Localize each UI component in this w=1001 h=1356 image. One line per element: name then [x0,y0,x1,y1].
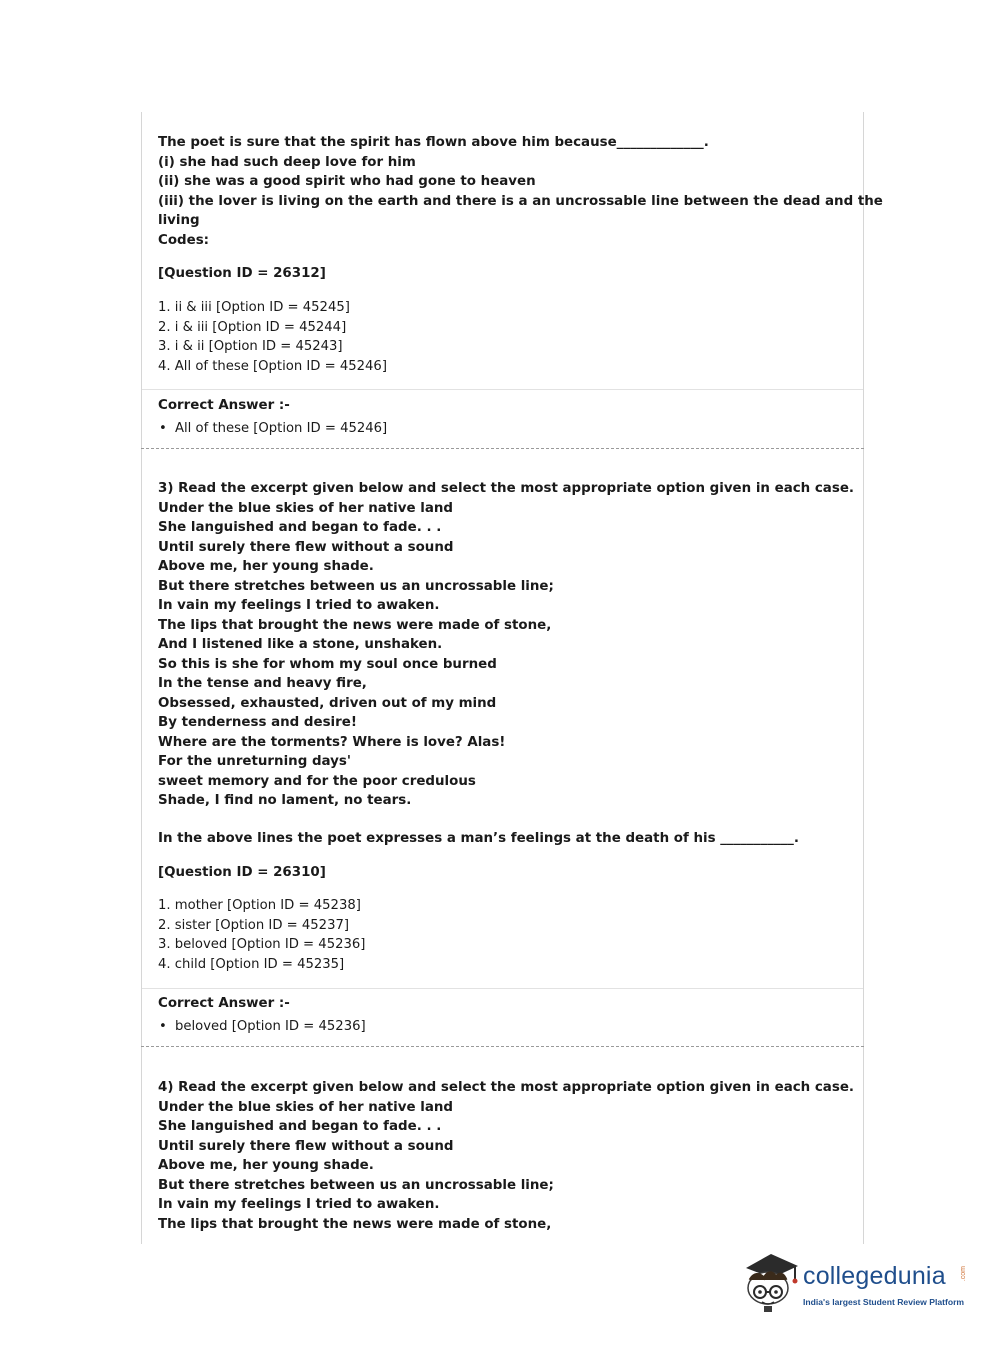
poem-line: sweet memory and for the poor credulous [158,773,476,789]
q3-correct-answer [158,1017,848,1037]
poem-line: But there stretches between us an uncrossable line; [158,578,554,594]
q2-question-text: The poet is sure that the spirit has flown above him because_____________. [158,135,709,150]
q2-statement: (ii) she was a good spirit who had gone to heaven [158,174,536,189]
q2-correct-answer [158,419,848,439]
poem-line: She languished and began to fade. . . [158,1119,442,1134]
poem-line: Obsessed, exhausted, driven out of my mind [158,695,497,711]
poem-line: Until surely there flew without a sound [158,539,454,555]
q2-correct-answer-label: Correct Answer :- [158,398,290,413]
divider [142,988,863,989]
q2-statement: living [158,213,200,228]
q4-block [158,1078,854,1234]
q3-heading: 3) Read the excerpt given below and select the most appropriate option given in each case. [158,481,854,496]
q2-statement: (iii) the lover is living on the earth and there is a an uncrossable line between the dead and the [158,193,883,209]
q3-question-text: In the above lines the poet expresses a man’s feelings at the death of his ___________. [158,831,799,846]
poem-line: Under the blue skies of her native land [158,1099,453,1115]
logo-suffix: .com [960,1266,967,1282]
option-item: 4. All of these [Option ID = 45246] [158,358,387,374]
option-item: 1. mother [Option ID = 45238] [158,898,361,913]
poem-line: Above me, her young shade. [158,1158,374,1173]
poem-line: The lips that brought the news were made of stone, [158,1216,552,1232]
question-panel [141,112,883,1244]
q3-options-list [158,896,848,974]
q3-block [158,479,854,811]
q3-correct-answer-label: Correct Answer :- [158,996,290,1011]
option-item: 2. sister [Option ID = 45237] [158,917,349,933]
poem-line: In vain my feelings I tried to awaken. [158,1197,440,1212]
option-item: 2. i & iii [Option ID = 45244] [158,319,347,335]
poem-line: For the unreturning days' [158,754,351,769]
poem-line: And I listened like a stone, unshaken. [158,637,443,652]
poem-line: Until surely there flew without a sound [158,1138,454,1154]
poem-line: The lips that brought the news were made of stone, [158,617,552,633]
correct-answer-item: • beloved [Option ID = 45236] [158,1017,848,1037]
divider [142,389,863,390]
poem-line: Under the blue skies of her native land [158,500,453,516]
q4-heading: 4) Read the excerpt given below and select the most appropriate option given in each case. [158,1080,854,1095]
collegedunia-logo [740,1250,970,1320]
option-item: 1. ii & iii [Option ID = 45245] [158,300,350,315]
question-separator [141,1046,864,1047]
mascot-icon [740,1250,802,1314]
poem-line: Where are the torments? Where is love? Alas! [158,734,506,750]
logo-wordmark: collegedunia [803,1262,946,1290]
option-item: 3. beloved [Option ID = 45236] [158,937,366,952]
correct-answer-item: • All of these [Option ID = 45246] [158,419,848,439]
poem-line: She languished and began to fade. . . [158,520,442,535]
poem-line: In vain my feelings I tried to awaken. [158,598,440,613]
question-separator [141,448,864,449]
option-item: 3. i & ii [Option ID = 45243] [158,339,343,354]
poem-line: So this is she for whom my soul once burned [158,656,497,672]
poem-line: But there stretches between us an uncrossable line; [158,1177,554,1193]
poem-line: In the tense and heavy fire, [158,676,367,691]
q3-question-id: [Question ID = 26310] [158,865,326,880]
poem-line: Shade, I find no lament, no tears. [158,793,412,808]
q2-codes-label: Codes: [158,232,210,248]
poem-line: By tenderness and desire! [158,715,357,730]
q2-options-list [158,298,848,376]
logo-tagline: India's largest Student Review Platform [803,1297,965,1307]
q2-question-block [158,133,883,250]
q2-question-id: [Question ID = 26312] [158,266,326,281]
poem-line: Above me, her young shade. [158,559,374,574]
option-item: 4. child [Option ID = 45235] [158,956,345,972]
q2-statement: (i) she had such deep love for him [158,154,416,170]
